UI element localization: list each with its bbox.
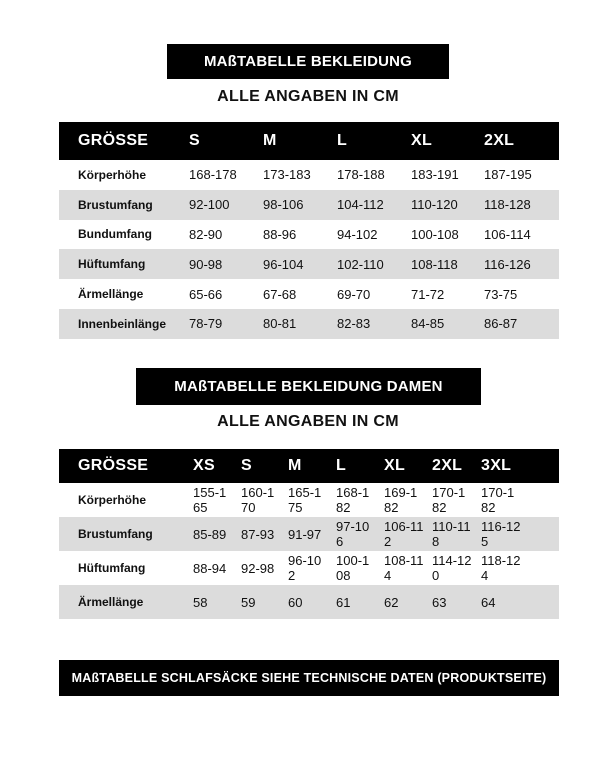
cell: 69-70 <box>337 286 371 302</box>
cell: 67-68 <box>263 286 297 302</box>
header-size: GRÖSSE <box>59 122 189 160</box>
cell: 82-90 <box>189 226 223 242</box>
table-header-row <box>59 449 559 483</box>
section2-title: MAßTABELLE BEKLEIDUNG DAMEN <box>136 368 481 405</box>
table-row <box>59 483 559 517</box>
cell <box>384 585 432 619</box>
row-label: Hüftumfang <box>78 560 146 575</box>
row-label: Innenbeinlänge <box>59 309 189 339</box>
header-m: M <box>288 449 336 483</box>
table-row <box>59 249 559 279</box>
cell-value: 96-102 <box>288 553 322 583</box>
cell: 183-191 <box>411 167 459 183</box>
cell-value: 92-98 <box>241 560 275 576</box>
cell <box>432 585 481 619</box>
cell <box>193 517 241 551</box>
table-row <box>59 160 559 190</box>
cell-value: 59 <box>241 594 256 610</box>
sleeping-bag-note: MAßTABELLE SCHLAFSÄCKE SIEHE TECHNISCHE DATEN (PRODUKTSEITE) <box>59 660 559 696</box>
cell-value: 168-182 <box>336 485 370 515</box>
cell <box>288 517 336 551</box>
cell: 84-85 <box>411 309 484 339</box>
row-label: Brustumfang <box>59 190 189 220</box>
section1-title: MAßTABELLE BEKLEIDUNG <box>167 44 449 79</box>
row-label: Körperhöhe <box>78 167 147 182</box>
cell <box>241 483 288 517</box>
cell <box>432 551 481 585</box>
cell: 92-100 <box>189 190 263 220</box>
cell <box>241 551 288 585</box>
size-table-women <box>59 449 559 619</box>
cell <box>241 585 288 619</box>
cell-value: 160-170 <box>241 485 275 515</box>
cell <box>288 483 336 517</box>
cell: 168-178 <box>189 167 237 183</box>
cell-value: 169-182 <box>384 485 418 515</box>
cell <box>336 483 384 517</box>
cell: 187-195 <box>484 167 532 183</box>
section2-subtitle: ALLE ANGABEN IN CM <box>217 413 399 430</box>
cell <box>481 585 559 619</box>
cell: 110-120 <box>411 190 484 220</box>
cell-value: 100-108 <box>336 553 370 583</box>
cell-value: 155-165 <box>193 485 227 515</box>
cell <box>336 517 384 551</box>
cell <box>432 517 481 551</box>
cell-value: 97-106 <box>336 519 370 549</box>
cell-value: 91-97 <box>288 526 322 542</box>
cell-value: 61 <box>336 594 351 610</box>
cell-value: 116-125 <box>481 519 521 549</box>
header-2xl: 2XL <box>484 122 559 160</box>
table-row <box>59 517 559 551</box>
cell-value: 58 <box>193 594 208 610</box>
section1-subtitle: ALLE ANGABEN IN CM <box>217 88 399 105</box>
cell: 100-108 <box>411 226 459 242</box>
header-l: L <box>337 122 411 160</box>
cell: 108-118 <box>411 249 484 279</box>
cell <box>481 551 559 585</box>
cell <box>481 483 559 517</box>
cell-value: 63 <box>432 594 447 610</box>
cell-value: 60 <box>288 594 303 610</box>
cell-value: 170-182 <box>432 485 466 515</box>
cell <box>193 483 241 517</box>
cell-value: 165-175 <box>288 485 322 515</box>
cell-value: 114-120 <box>432 553 472 583</box>
table-row <box>59 585 559 619</box>
cell: 96-104 <box>263 249 337 279</box>
cell: 116-126 <box>484 249 559 279</box>
cell <box>384 517 432 551</box>
cell: 90-98 <box>189 249 263 279</box>
cell <box>288 585 336 619</box>
header-size: GRÖSSE <box>59 449 193 483</box>
header-s: S <box>189 122 263 160</box>
cell <box>384 483 432 517</box>
cell: 78-79 <box>189 309 263 339</box>
cell <box>336 585 384 619</box>
cell <box>241 517 288 551</box>
cell: 118-128 <box>484 190 559 220</box>
header-xl: XL <box>411 122 484 160</box>
header-m: M <box>263 122 337 160</box>
cell <box>336 551 384 585</box>
cell-value: 110-118 <box>432 519 471 549</box>
cell: 102-110 <box>337 249 411 279</box>
cell: 65-66 <box>189 286 223 302</box>
cell: 94-102 <box>337 226 378 242</box>
cell: 73-75 <box>484 286 518 302</box>
cell-value: 106-112 <box>384 519 424 549</box>
table-header-row <box>59 122 559 160</box>
cell: 82-83 <box>337 309 411 339</box>
row-label: Brustumfang <box>59 517 193 551</box>
cell: 88-96 <box>263 226 297 242</box>
header-xl: XL <box>384 449 432 483</box>
row-label: Ärmellänge <box>59 585 193 619</box>
row-label: Ärmellänge <box>78 287 144 302</box>
cell-value: 62 <box>384 594 399 610</box>
row-label: Hüftumfang <box>59 249 189 279</box>
cell-value: 85-89 <box>193 526 227 542</box>
table-row <box>59 551 559 585</box>
cell <box>384 551 432 585</box>
cell: 86-87 <box>484 309 559 339</box>
table-row <box>59 190 559 220</box>
row-label: Körperhöhe <box>78 492 147 507</box>
cell <box>481 517 559 551</box>
table-row <box>59 220 559 250</box>
size-table-general <box>59 122 559 339</box>
cell: 178-188 <box>337 167 385 183</box>
cell: 80-81 <box>263 309 337 339</box>
cell: 106-114 <box>484 226 531 242</box>
cell <box>432 483 481 517</box>
cell-value: 88-94 <box>193 560 227 576</box>
cell-value: 64 <box>481 594 496 610</box>
cell-value: 108-114 <box>384 553 424 583</box>
table-row <box>59 279 559 309</box>
cell-value: 118-124 <box>481 553 521 583</box>
header-3xl: 3XL <box>481 449 559 483</box>
cell <box>193 585 241 619</box>
cell-value: 87-93 <box>241 526 275 542</box>
header-s: S <box>241 449 288 483</box>
cell: 71-72 <box>411 286 445 302</box>
cell: 104-112 <box>337 190 411 220</box>
header-xs: XS <box>193 449 241 483</box>
cell <box>288 551 336 585</box>
cell: 173-183 <box>263 167 311 183</box>
cell <box>193 551 241 585</box>
table-row <box>59 309 559 339</box>
cell-value: 170-182 <box>481 485 515 515</box>
row-label: Bundumfang <box>78 227 152 242</box>
cell: 98-106 <box>263 190 337 220</box>
header-2xl: 2XL <box>432 449 481 483</box>
header-l: L <box>336 449 384 483</box>
